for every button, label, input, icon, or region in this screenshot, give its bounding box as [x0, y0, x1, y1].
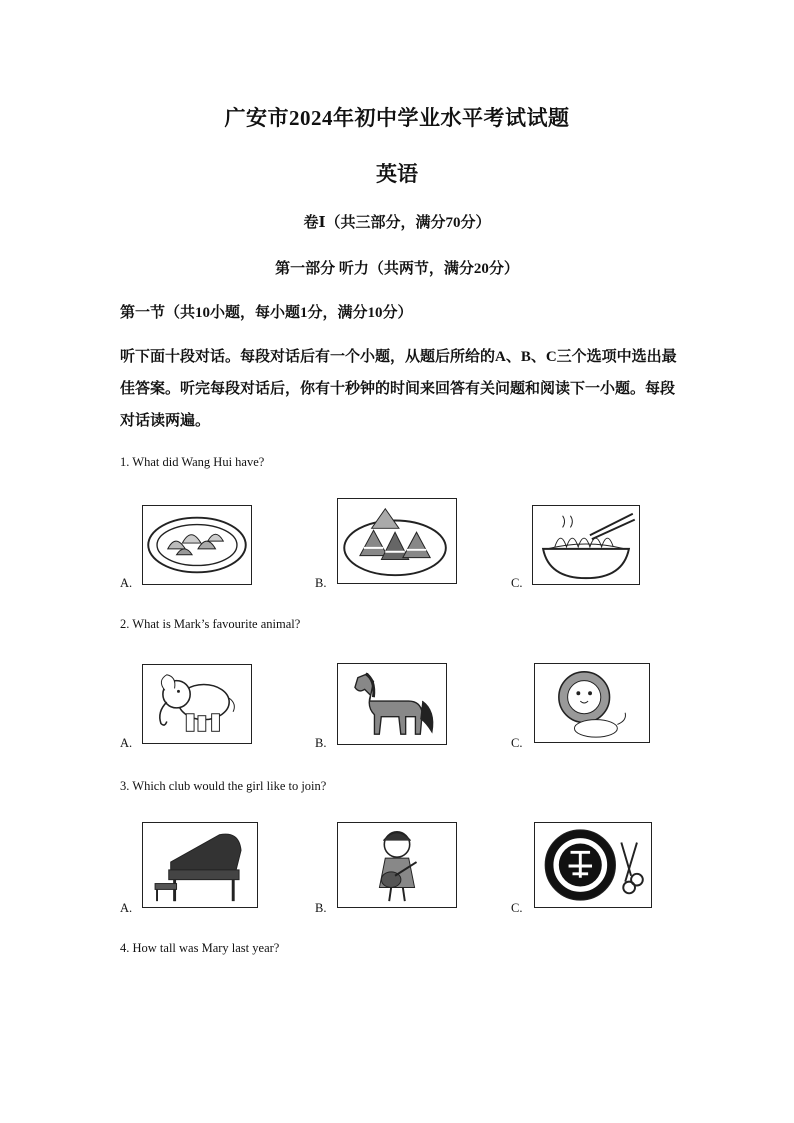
q3-option-b-label: B.	[315, 901, 327, 915]
volume-heading: 卷Ⅰ（共三部分，满分70分）	[303, 215, 491, 231]
page-title: 广安市2024年初中学业水平考试试题	[224, 106, 570, 130]
elephant-icon	[142, 664, 252, 744]
question-3: 3. Which club would the girl like to join?	[120, 779, 327, 793]
question-1: 1. What did Wang Hui have?	[120, 455, 265, 469]
dumplings-icon	[142, 505, 252, 585]
noodles-icon	[532, 505, 640, 585]
question-4: 4. How tall was Mary last year?	[120, 941, 280, 955]
q3-option-c-label: C.	[511, 901, 523, 915]
section-heading: 第一节（共10小题，每小题1分，满分10分）	[120, 305, 413, 321]
zongzi-icon	[337, 498, 457, 584]
q1-option-c-label: C.	[511, 576, 523, 590]
q2-option-c-label: C.	[511, 736, 523, 750]
lion-icon	[534, 663, 650, 743]
q3-option-a-label: A.	[120, 901, 133, 915]
paper-cutting-icon	[534, 822, 652, 908]
instructions: 听下面十段对话。每段对话后有一个小题，从题后所给的A、B、C三个选项中选出最佳答案。听完每段对话后，你有十秒钟的时间来回答有关问题和阅读下一小题。每段对话读两遍。	[120, 349, 677, 429]
question-2: 2. What is Mark’s favourite animal?	[120, 617, 301, 631]
subject-title: 英语	[376, 162, 418, 186]
horse-icon	[337, 663, 447, 745]
piano-icon	[142, 822, 258, 908]
q2-option-a-label: A.	[120, 736, 133, 750]
q1-option-a-label: A.	[120, 576, 133, 590]
part-heading: 第一部分 听力（共两节，满分20分）	[275, 261, 519, 277]
guitar-girl-icon	[337, 822, 457, 908]
q1-option-b-label: B.	[315, 576, 327, 590]
q2-option-b-label: B.	[315, 736, 327, 750]
